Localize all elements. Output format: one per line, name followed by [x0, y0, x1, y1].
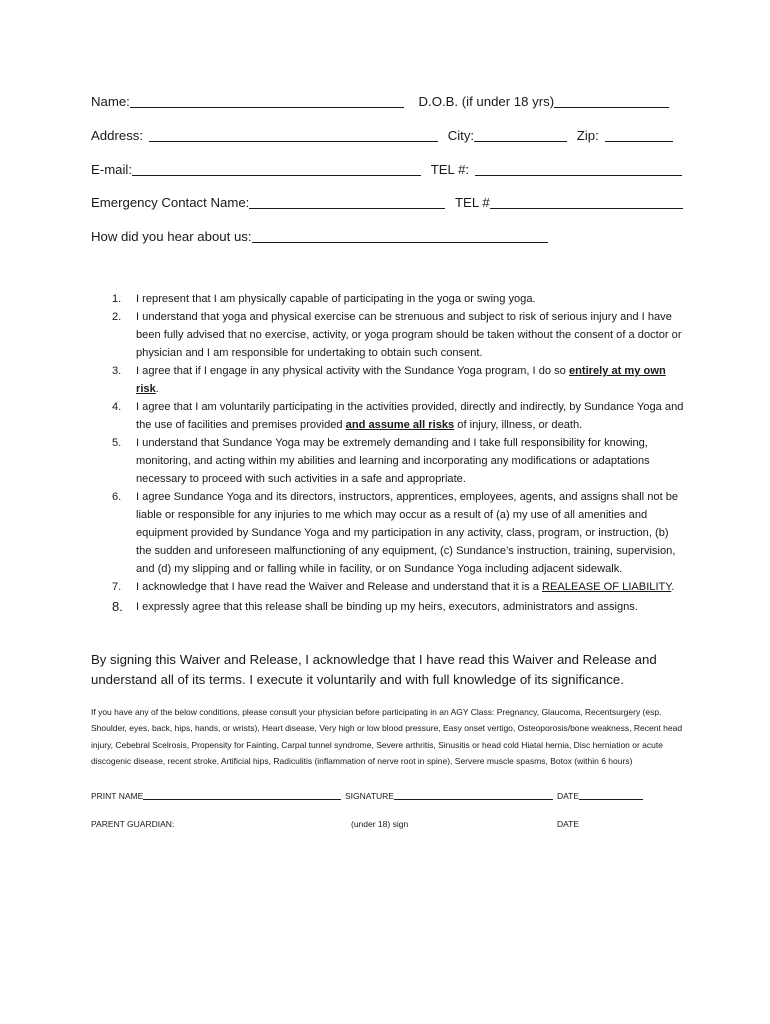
term-text: I understand that Sundance Yoga may be extremely demanding and I take full responsibility for knowing, monitoring, and acting within my abilities and learning and incorporating any modifications or adaptations necessary to proceed with such activities in a safe and appropriate.	[136, 437, 650, 485]
dob-label: D.O.B. (if under 18 yrs)	[418, 94, 555, 109]
emergency-tel-field[interactable]	[490, 195, 683, 209]
address-label: Address:	[91, 128, 144, 143]
term-emphasis: entirely at my own risk	[136, 365, 666, 395]
print-name-field[interactable]	[143, 790, 341, 800]
emergency-contact-label: Emergency Contact Name:	[91, 195, 250, 210]
signature-label: SIGNATURE	[345, 791, 394, 801]
term-text-end: .	[155, 383, 159, 395]
referral-field[interactable]	[252, 229, 548, 243]
name-row	[91, 93, 669, 111]
address-field[interactable]	[149, 128, 438, 142]
referral-row	[91, 228, 548, 246]
term-text-end: of injury, illness, or death.	[454, 419, 583, 431]
term-item	[106, 398, 684, 434]
tel-field[interactable]	[475, 162, 682, 176]
term-item	[106, 488, 684, 578]
term-number: 5.	[112, 437, 122, 449]
term-text: I understand that yoga and physical exercise can be strenuous and subject to risk of serious injury and I have been fully advised that no exercise, activity, or yoga program should be taken without the consent of a doctor or physician and I am responsible for undertaking to obtain such consent.	[136, 311, 682, 359]
terms-list	[106, 290, 684, 616]
term-number: 7.	[112, 581, 122, 593]
date-label: DATE	[557, 791, 580, 801]
term-text: I agree that I am voluntarily participating in the activities provided, directly and indirectly, by Sundance Yoga and the use of facilities and premises provided	[136, 401, 684, 431]
term-emphasis: and assume all risks	[345, 419, 455, 431]
tel-label: TEL #:	[430, 162, 470, 177]
term-text: I expressly agree that this release shall be binding up my heirs, executors, administrators and assigns.	[136, 601, 638, 613]
term-item	[106, 308, 684, 362]
email-field[interactable]	[132, 162, 421, 176]
term-number: 2.	[112, 311, 122, 323]
conditions-notice: If you have any of the below conditions, please consult your physician before participating in an AGY Class: Pregnancy, Glaucoma, Recentsurgery (esp. Shoulder, eyes, back, hips, hands, or wrists), Heart disease, Very high or low blood pressure, Easy onset vertigo, Osteoporosis/bone weakness, Recent head injury, Cebebral Scelrosis, Propensity for Fainting, Carpal tunnel syndrome, Severe arthritis, Sinusitis or head cold Hiatal hernia, Disc herniation or acute discogenic disease, recent stroke, Artificial hips, Radiculitis (inflammation of nerve root in spine), Servere muscle spasms, Botox (within 6 hours)	[91, 707, 683, 766]
dob-field[interactable]	[554, 94, 669, 108]
name-label: Name:	[91, 94, 130, 109]
term-emphasis: REALEASE OF LIABILITY	[542, 581, 672, 593]
term-number: 4.	[112, 401, 122, 413]
zip-field[interactable]	[605, 128, 673, 142]
emergency-contact-field[interactable]	[249, 195, 445, 209]
term-number: 6.	[112, 491, 122, 503]
term-number: 8.	[112, 599, 123, 614]
emergency-tel-label: TEL #	[455, 195, 490, 210]
email-row	[91, 161, 682, 179]
guardian-row	[91, 818, 691, 830]
guardian-date-label: DATE	[557, 819, 580, 829]
term-text: I represent that I am physically capable of participating in the yoga or swing yoga.	[136, 293, 536, 305]
name-field[interactable]	[130, 94, 404, 108]
term-text: I agree Sundance Yoga and its directors, instructors, apprentices, employees, agents, and assigns shall not be liable or responsible for any injuries to me which may occur as a result of (a) my use of all amenities and equipment provided by Sundance Yoga and my participation in any activity, class, program, or instruction, (b) the sudden and unforeseen malfunctioning of any equipment, (c) Sundance’s instruction, training, supervision, and (d) my slipping and or falling while in facility, or on Sundance Yoga including adjacent sidewalk.	[136, 491, 679, 575]
address-row	[91, 127, 673, 145]
zip-label: Zip:	[576, 128, 599, 143]
print-name-label: PRINT NAME	[91, 791, 144, 801]
term-text: I acknowledge that I have read the Waiver and Release and understand that it is a	[136, 581, 542, 593]
date-field[interactable]	[579, 790, 643, 800]
city-field[interactable]	[474, 128, 567, 142]
term-item	[106, 578, 684, 596]
signature-field[interactable]	[394, 790, 553, 800]
under-18-sign-label: (under 18) sign	[351, 819, 409, 829]
parent-guardian-label: PARENT GUARDIAN:	[91, 819, 175, 829]
term-item	[106, 362, 684, 398]
email-label: E-mail:	[91, 162, 133, 177]
term-number: 1.	[112, 293, 122, 305]
term-item	[106, 290, 684, 308]
term-number: 3.	[112, 365, 122, 377]
emergency-row	[91, 194, 683, 212]
term-text: I agree that if I engage in any physical activity with the Sundance Yoga program, I do so	[136, 365, 569, 377]
signature-row	[91, 790, 691, 802]
acknowledgement-paragraph: By signing this Waiver and Release, I acknowledge that I have read this Waiver and Release and understand all of its terms. I execute it voluntarily and with full knowledge of its significance.	[91, 652, 657, 687]
referral-label: How did you hear about us:	[91, 229, 252, 244]
term-item	[106, 598, 684, 616]
term-item	[106, 434, 684, 488]
term-text-end: .	[671, 581, 675, 593]
city-label: City:	[447, 128, 475, 143]
